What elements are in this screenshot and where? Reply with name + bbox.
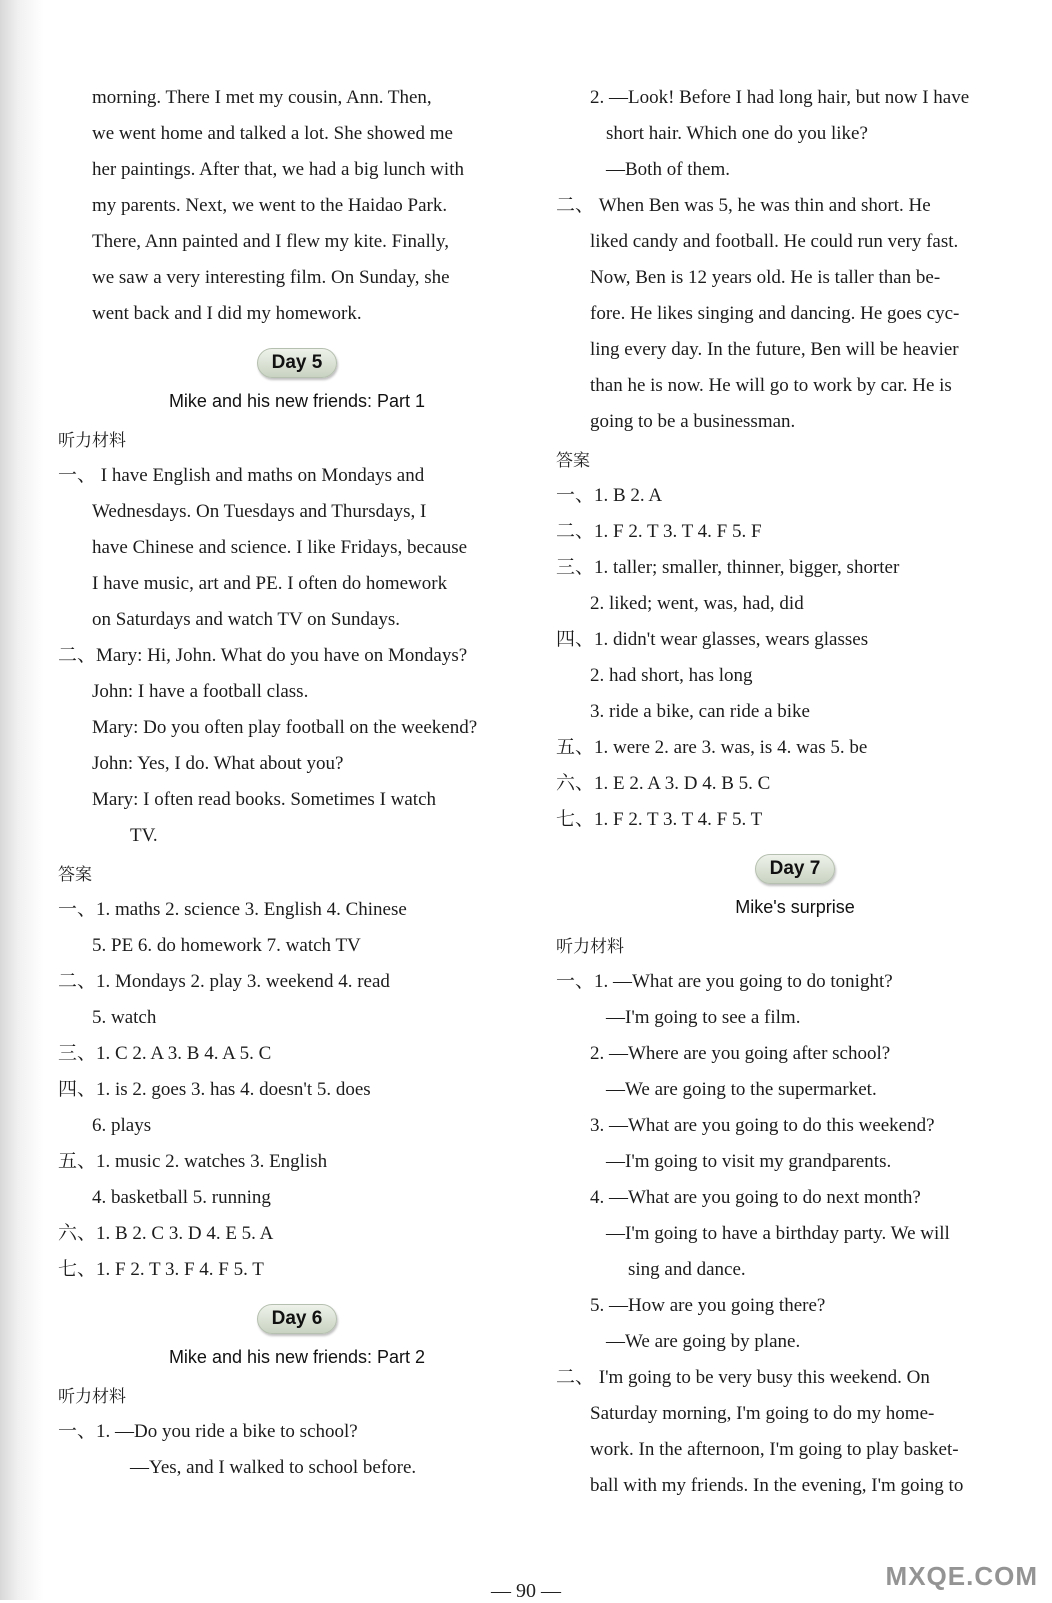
day7-dialogues — [556, 964, 1034, 1360]
day7-header — [556, 854, 1034, 884]
answers-label: 答案 — [58, 865, 92, 885]
answer-line: 三、1. taller; smaller, thinner, bigger, shorter — [556, 557, 900, 578]
text-line: liked candy and football. He could run very fast. — [590, 231, 959, 252]
text-line: went back and I did my homework. — [92, 303, 362, 324]
text-line: John: I have a football class. — [92, 681, 309, 702]
text-line: 4. —What are you going to do next month? — [590, 1187, 921, 1208]
text-line: fore. He likes singing and dancing. He goes cyc- — [590, 303, 960, 324]
answer-line: 3. ride a bike, can ride a bike — [590, 701, 810, 722]
text-line: short hair. Which one do you like? — [606, 123, 868, 144]
text-line: 2. —Look! Before I had long hair, but now I have — [590, 87, 970, 108]
answer-line: 5. PE 6. do homework 7. watch TV — [92, 935, 361, 956]
text-line: —Both of them. — [606, 159, 731, 180]
text-line: 二、Mary: Hi, John. What do you have on Mondays? — [58, 645, 468, 666]
day6-listening-cont — [556, 80, 1034, 188]
day7-listening-part2 — [556, 1360, 1034, 1504]
answer-line: 4. basketball 5. running — [92, 1187, 271, 1208]
answer-line: 一、1. maths 2. science 3. English 4. Chinese — [58, 899, 407, 920]
answer-line: 七、1. F 2. T 3. F 4. F 5. T — [58, 1259, 264, 1280]
text-line: than he is now. He will go to work by car. He is — [590, 375, 952, 396]
listening-label: 听力材料 — [556, 937, 624, 957]
watermark-logo: MXQE.COM — [885, 1561, 1038, 1591]
text-line: we saw a very interesting film. On Sunday, she — [92, 267, 450, 288]
text-line: have Chinese and science. I like Fridays, because — [92, 537, 468, 558]
text-line: morning. There I met my cousin, Ann. Then, — [92, 87, 432, 108]
text-line: 二、 When Ben was 5, he was thin and short. He — [556, 195, 931, 216]
text-line: 一、1. —What are you going to do tonight? — [556, 971, 893, 992]
text-line: ling every day. In the future, Ben will be heavier — [590, 339, 959, 360]
day5-listening-part1 — [58, 458, 536, 638]
text-line: 2. —Where are you going after school? — [590, 1043, 891, 1064]
answer-line: 六、1. E 2. A 3. D 4. B 5. C — [556, 773, 771, 794]
text-line: her paintings. After that, we had a big lunch with — [92, 159, 464, 180]
text-line: —I'm going to see a film. — [606, 1007, 801, 1028]
answer-line: 四、1. didn't wear glasses, wears glasses — [556, 629, 869, 650]
text-line: —Yes, and I walked to school before. — [130, 1457, 417, 1478]
answer-line: 2. liked; went, was, had, did — [590, 593, 804, 614]
text-line: —We are going to the supermarket. — [606, 1079, 877, 1100]
day6-listening-part2 — [556, 188, 1034, 440]
section-title: Mike and his new friends: Part 1 — [168, 391, 426, 411]
text-line: Wednesdays. On Tuesdays and Thursdays, I — [92, 501, 427, 522]
answer-line: 6. plays — [92, 1115, 152, 1136]
left-column — [58, 80, 536, 1486]
text-line: There, Ann painted and I flew my kite. Finally, — [92, 231, 450, 252]
listening-label: 听力材料 — [58, 431, 126, 451]
day6-header — [58, 1304, 536, 1334]
answer-line: 二、1. Mondays 2. play 3. weekend 4. read — [58, 971, 390, 992]
text-line: 一、 I have English and maths on Mondays and — [58, 465, 425, 486]
day-badge: Day 7 — [755, 854, 836, 884]
answer-line: 三、1. C 2. A 3. B 4. A 5. C — [58, 1043, 272, 1064]
page-gutter-shadow — [0, 0, 44, 1600]
text-line: 一、1. —Do you ride a bike to school? — [58, 1421, 358, 1442]
day5-answers — [58, 892, 536, 1288]
text-line: Mary: I often read books. Sometimes I watch — [92, 789, 437, 810]
section-title: Mike's surprise — [735, 897, 855, 917]
text-line: I have music, art and PE. I often do homework — [92, 573, 448, 594]
answers-label: 答案 — [556, 451, 590, 471]
text-line: on Saturdays and watch TV on Sundays. — [92, 609, 401, 630]
page-number: — 90 — — [491, 1580, 561, 1602]
text-line: —I'm going to visit my grandparents. — [606, 1151, 892, 1172]
text-line: TV. — [130, 825, 158, 846]
answer-line: 2. had short, has long — [590, 665, 753, 686]
day-badge: Day 5 — [257, 348, 338, 378]
day-badge: Day 6 — [257, 1304, 338, 1334]
section-title: Mike and his new friends: Part 2 — [168, 1347, 426, 1367]
text-line: John: Yes, I do. What about you? — [92, 753, 344, 774]
text-line: Mary: Do you often play football on the weekend? — [92, 717, 478, 738]
text-line: going to be a businessman. — [590, 411, 796, 432]
answer-line: 5. watch — [92, 1007, 157, 1028]
text-line: 二、 I'm going to be very busy this weekend. On — [556, 1367, 930, 1388]
answer-line: 二、1. F 2. T 3. T 4. F 5. F — [556, 521, 762, 542]
text-line: Saturday morning, I'm going to do my home- — [590, 1403, 935, 1424]
day5-listening-part2 — [58, 638, 536, 854]
answer-line: 七、1. F 2. T 3. T 4. F 5. T — [556, 809, 763, 830]
intro-paragraph — [58, 80, 536, 332]
day5-header — [58, 348, 536, 378]
right-column — [556, 80, 1034, 1504]
text-line: my parents. Next, we went to the Haidao Park. — [92, 195, 448, 216]
listening-label: 听力材料 — [58, 1387, 126, 1407]
text-line: —I'm going to have a birthday party. We will — [606, 1223, 950, 1244]
day6-answers — [556, 478, 1034, 838]
text-line: we went home and talked a lot. She showed me — [92, 123, 453, 144]
day6-listening — [58, 1414, 536, 1486]
text-line: —We are going by plane. — [606, 1331, 801, 1352]
text-line: 3. —What are you going to do this weekend? — [590, 1115, 935, 1136]
answer-line: 六、1. B 2. C 3. D 4. E 5. A — [58, 1223, 274, 1244]
text-line: work. In the afternoon, I'm going to play basket- — [590, 1439, 959, 1460]
text-line: sing and dance. — [628, 1259, 746, 1280]
text-line: Now, Ben is 12 years old. He is taller than be- — [590, 267, 941, 288]
text-line: 5. —How are you going there? — [590, 1295, 826, 1316]
text-line: ball with my friends. In the evening, I'm going to — [590, 1475, 964, 1496]
answer-line: 一、1. B 2. A — [556, 485, 663, 506]
answer-line: 五、1. were 2. are 3. was, is 4. was 5. be — [556, 737, 868, 758]
answer-line: 四、1. is 2. goes 3. has 4. doesn't 5. does — [58, 1079, 371, 1100]
answer-line: 五、1. music 2. watches 3. English — [58, 1151, 328, 1172]
